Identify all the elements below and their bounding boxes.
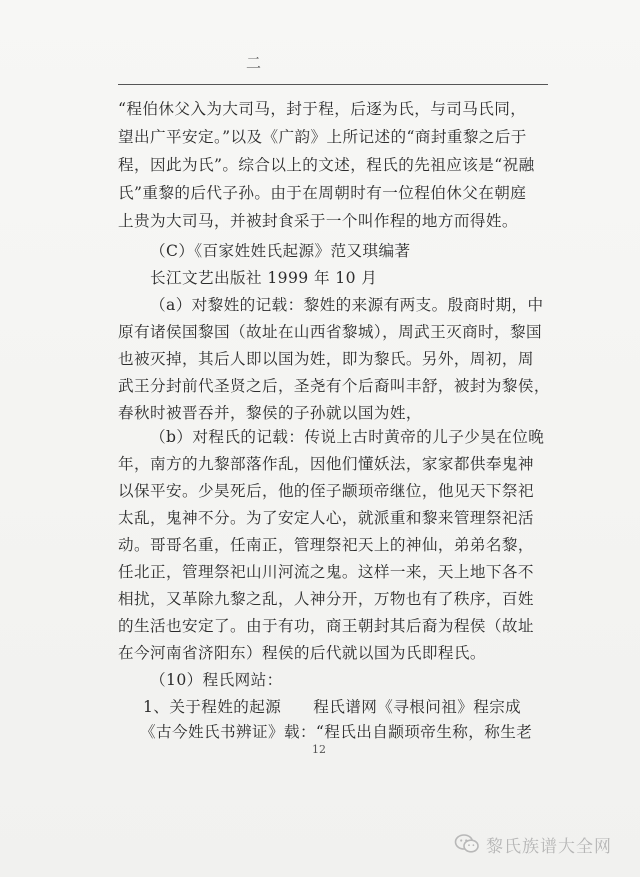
watermark [454, 831, 612, 857]
header-mark: 二 [246, 54, 262, 72]
watermark-text: 黎氏族谱大全网 [486, 836, 612, 857]
text-line: （C）《百家姓姓氏起源》范又琪编著 [150, 242, 411, 260]
text-line: 程，因此为氏”。综合以上的文述，程氏的先祖应该是“祝融 [118, 156, 535, 174]
text-line: （10）程氏网站： [150, 671, 283, 689]
text-line: 望出广平安定。”以及《广韵》上所记述的“商封重黎之后于 [118, 128, 527, 146]
text-line: 太乱，鬼神不分。为了安定人心，就派重和黎来管理祭祀活 [118, 509, 534, 527]
text-line: 动。哥哥名重，任南正，管理祭祀天上的神仙，弟弟名黎， [118, 536, 534, 554]
text-line: 任北正，管理祭祀山川河流之鬼。这样一来，天上地下各不 [118, 563, 534, 581]
text-line: （a）对黎姓的记载：黎姓的来源有两支。殷商时期，中 [150, 296, 544, 314]
page-number: 12 [312, 743, 326, 756]
text-line: 长江文艺出版社 1999 年 10 月 [150, 269, 378, 287]
text-line: 上贵为大司马，并被封食采于一个叫作程的地方而得姓。 [118, 212, 518, 230]
text-line: 氏”重黎的后代子孙。由于在周朝时有一位程伯休父在朝庭 [118, 184, 527, 202]
text-line: 的生活也安定了。由于有功，商王朝封其后裔为程侯（故址 [118, 617, 534, 635]
header-rule [118, 84, 548, 85]
text-line: 原有诸侯国黎国（故址在山西省黎城），周武王灭商时，黎国 [118, 323, 543, 341]
text-line: 春秋时被晋吞并，黎侯的子孙就以国为姓， [118, 404, 422, 422]
text-line: 1、关于程姓的起源 程氏谱网《寻根问祖》程宗成 [143, 698, 522, 716]
wechat-icon [454, 831, 480, 857]
text-line: 年，南方的九黎部落作乱，因他们懂妖法，家家都供奉鬼神 [118, 455, 534, 473]
text-line: （b）对程氏的记载：传说上古时黄帝的儿子少昊在位晚 [150, 428, 545, 446]
text-line: 武王分封前代圣贤之后，圣尧有个后裔叫丰舒，被封为黎侯， [118, 377, 550, 395]
text-line: 《古今姓氏书辨证》载：“程氏出自颛顼帝生称，称生老 [140, 723, 533, 741]
text-line: 相扰，又革除九黎之乱，人神分开，万物也有了秩序，百姓 [118, 590, 534, 608]
text-line: 也被灭掉，其后人即以国为姓，即为黎氏。另外，周初，周 [118, 350, 534, 368]
text-line: 以保平安。少昊死后，他的侄子颛顼帝继位，他见天下祭祀 [118, 482, 534, 500]
text-line: “程伯休父入为大司马，封于程，后逐为氏，与司马氏同， [118, 100, 527, 118]
text-line: 在今河南省济阳东）程侯的后代就以国为氏即程氏。 [118, 644, 486, 662]
